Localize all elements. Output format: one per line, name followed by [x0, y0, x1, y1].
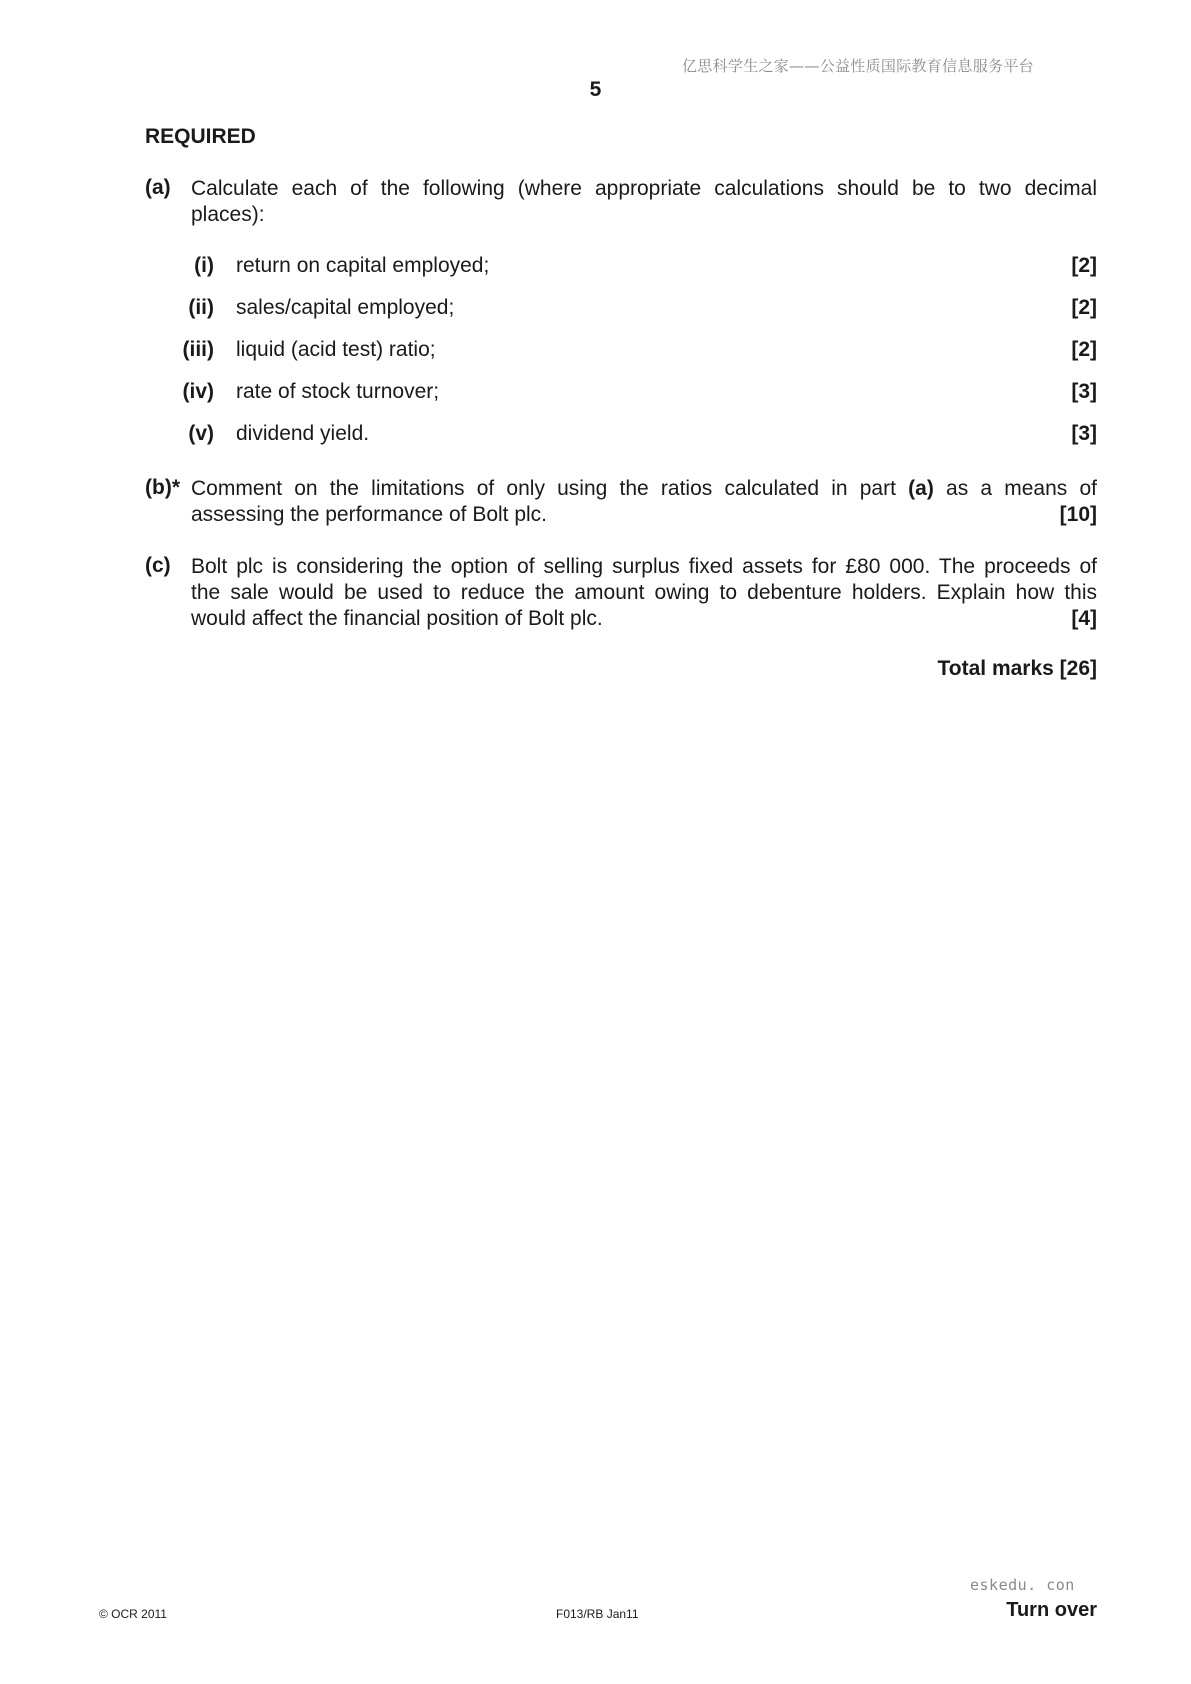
section-heading: REQUIRED [145, 125, 256, 148]
question-a-line-1: Calculate each of the following (where appropriate calculations should be to two decimal [191, 177, 1097, 200]
item-number: (i) [194, 254, 214, 277]
item-text: liquid (acid test) ratio; [236, 338, 436, 361]
question-b-label: (b)* [145, 476, 180, 499]
list-item [145, 254, 1097, 280]
item-marks: [2] [1071, 296, 1097, 319]
question-b-line-2-text: assessing the performance of Bolt plc. [191, 503, 548, 526]
item-marks: [2] [1071, 338, 1097, 361]
question-c-line-3-text: would affect the financial position of Bolt plc. [191, 607, 603, 630]
footer-paper-code: F013/RB Jan11 [556, 1607, 639, 1621]
question-c-line-3 [191, 606, 1097, 632]
question-b-line-1-start: Comment on the limitations of only using the ratios calculated in part [191, 477, 896, 500]
question-b-line-1 [191, 476, 1097, 502]
list-item [145, 296, 1097, 322]
page-number: 5 [589, 78, 602, 101]
question-b-line-2 [191, 502, 1097, 528]
item-text: return on capital employed; [236, 254, 490, 277]
question-c-text [191, 554, 1097, 632]
list-item [145, 422, 1097, 448]
question-c-marks: [4] [1071, 607, 1097, 630]
question-b-part-ref: (a) [908, 477, 934, 500]
question-a-line-2: places): [191, 203, 265, 226]
question-a-text [191, 176, 1097, 228]
item-text: rate of stock turnover; [236, 380, 440, 403]
watermark-header: 亿思科学生之家——公益性质国际教育信息服务平台 [682, 57, 1034, 75]
question-b-marks: [10] [1059, 503, 1097, 526]
item-marks: [3] [1071, 422, 1097, 445]
footer-turn-over: Turn over [1006, 1599, 1097, 1621]
footer-copyright: © OCR 2011 [99, 1607, 167, 1621]
item-number: (v) [188, 422, 214, 445]
question-a-label: (a) [145, 176, 171, 199]
item-text: sales/capital employed; [236, 296, 455, 319]
item-marks: [2] [1071, 254, 1097, 277]
watermark-footer: eskedu. con [970, 1576, 1075, 1594]
list-item [145, 380, 1097, 406]
item-marks: [3] [1071, 380, 1097, 403]
question-c-line-1: Bolt plc is considering the option of selling surplus fixed assets for £80 000. The proceeds of [191, 555, 1097, 578]
item-number: (iv) [182, 380, 214, 403]
item-number: (ii) [188, 296, 214, 319]
total-marks: Total marks [26] [937, 657, 1097, 680]
question-b-text [191, 476, 1097, 528]
list-item [145, 338, 1097, 364]
item-number: (iii) [182, 338, 214, 361]
item-text: dividend yield. [236, 422, 370, 445]
question-b-line-1-end: as a means of [946, 477, 1097, 500]
question-c-line-2: the sale would be used to reduce the amount owing to debenture holders. Explain how this [191, 581, 1097, 604]
question-c-label: (c) [145, 554, 171, 577]
